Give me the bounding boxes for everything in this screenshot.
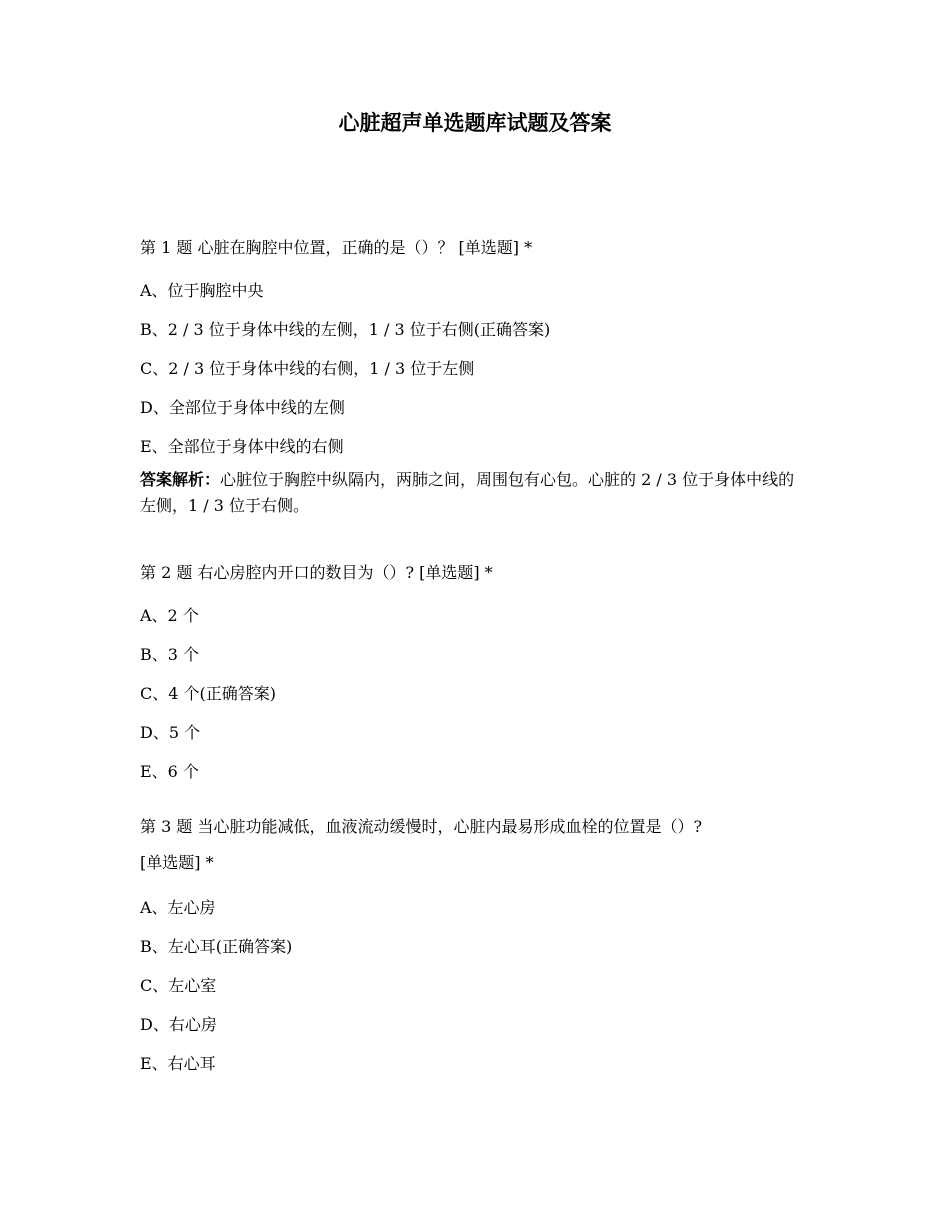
question-3-stem-line-1: 第 3 题 当心脏功能减低，血液流动缓慢时，心脏内最易形成血栓的位置是（）? (140, 817, 703, 836)
question-3-option-e: E、右心耳 (140, 1054, 216, 1073)
question-1-option-d: D、全部位于身体中线的左侧 (140, 398, 345, 417)
question-2-option-d: D、5 个 (140, 723, 201, 742)
question-3-option-a: A、左心房 (140, 898, 216, 917)
question-3-option-b: B、左心耳(正确答案) (140, 937, 293, 956)
question-2-option-c: C、4 个(正确答案) (140, 684, 276, 703)
question-1-stem: 第 1 题 心脏在胸腔中位置，正确的是（）？ [单选题] * (140, 238, 533, 257)
question-3-stem-line-2: [单选题] * (140, 853, 214, 872)
question-3-option-d: D、右心房 (140, 1015, 217, 1034)
analysis-text: 心脏位于胸腔中纵隔内，两肺之间，周围包有心包。心脏的 2 / 3 位于身体中线的左侧，1 / 3 位于右侧。 (140, 470, 795, 515)
question-1-option-b: B、2 / 3 位于身体中线的左侧，1 / 3 位于右侧(正确答案) (140, 320, 551, 339)
question-1-option-c: C、2 / 3 位于身体中线的右侧，1 / 3 位于左侧 (140, 359, 475, 378)
document-title: 心脏超声单选题库试题及答案 (338, 111, 612, 135)
question-2-stem: 第 2 题 右心房腔内开口的数目为（）? [单选题] * (140, 563, 493, 582)
analysis-label: 答案解析： (140, 470, 221, 489)
question-3-option-c: C、左心室 (140, 976, 217, 995)
question-2-option-e: E、6 个 (140, 762, 199, 781)
question-2-option-b: B、3 个 (140, 645, 200, 664)
question-2-option-a: A、2 个 (140, 606, 199, 625)
question-1-analysis (140, 467, 810, 519)
question-1-option-e: E、全部位于身体中线的右侧 (140, 437, 344, 456)
question-1-option-a: A、位于胸腔中央 (140, 281, 264, 300)
